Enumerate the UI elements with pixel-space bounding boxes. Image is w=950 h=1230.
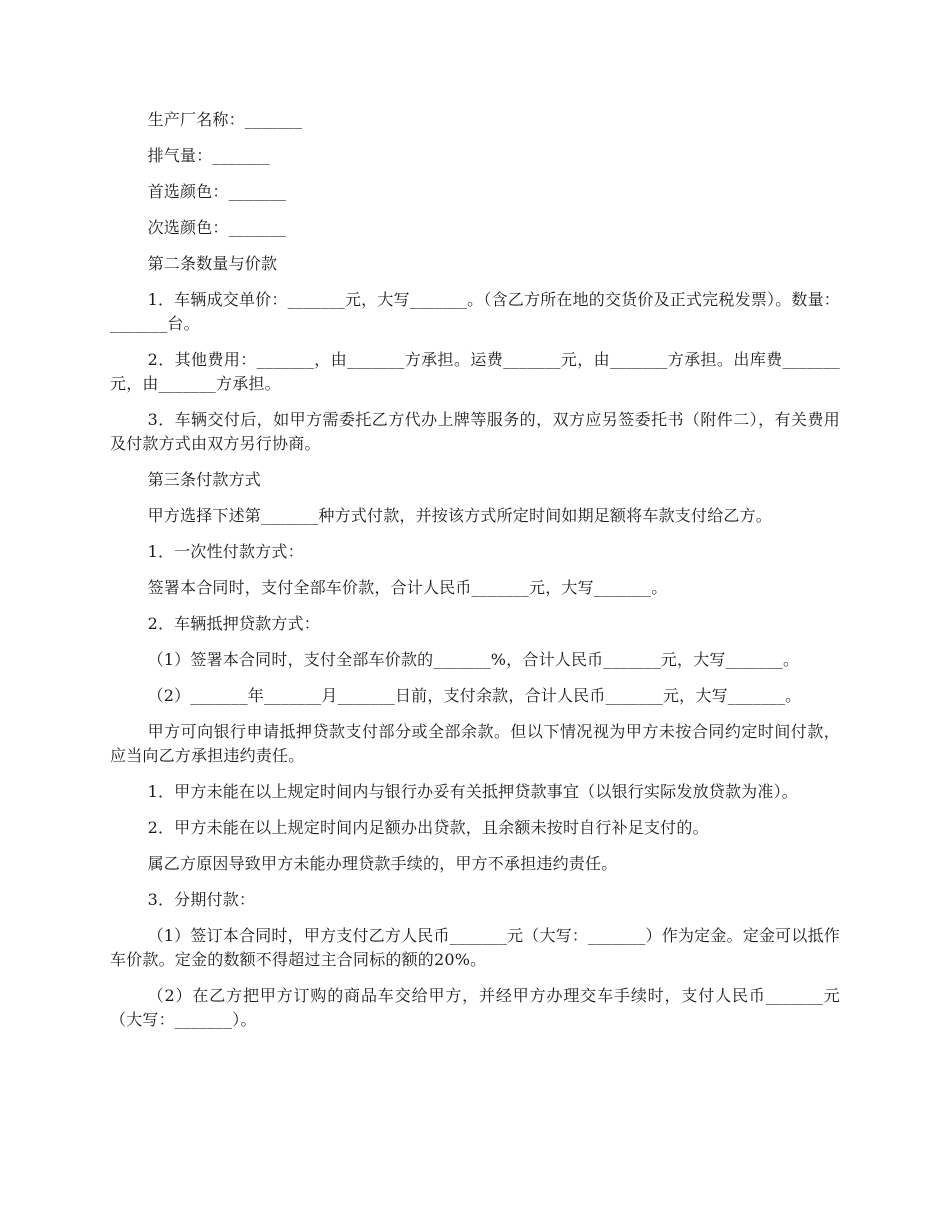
lump-sum-text: 签署本合同时，支付全部车价款，合计人民币_______元，大写_______。 — [147, 578, 668, 597]
article-3-heading: 第三条付款方式 — [147, 470, 261, 489]
lump-sum-heading: 1．一次性付款方式： — [147, 542, 304, 561]
article-2-clause-2: 2．其他费用：_______，由_______方承担。运费_______元，由_______方承担。出库费_______元，由_______方承担。 — [110, 350, 840, 393]
breach-condition-2: 2．甲方未能在以上规定时间内足额办出贷款，且余额未按时自行补足支付的。 — [147, 818, 709, 837]
article-2-clause-3: 3．车辆交付后，如甲方需委托乙方代办上牌等服务的，双方应另签委托书（附件二），有关费用及付款方式由双方另行协商。 — [110, 410, 840, 453]
installment-heading: 3．分期付款： — [147, 890, 256, 909]
manufacturer-name-field: 生产厂名称：_______ — [147, 110, 303, 129]
installment-item-1: （1）签订本合同时，甲方支付乙方人民币_______元（大写：_______）作为定金。定金可以抵作车价款。定金的数额不得超过主合同标的额的20%。 — [110, 926, 840, 969]
mortgage-item-2: （2）_______年_______月_______日前，支付余款，合计人民币_______元，大写_______。 — [147, 686, 802, 705]
article-2-heading: 第二条数量与价款 — [147, 254, 278, 273]
installment-item-2: （2）在乙方把甲方订购的商品车交给甲方，并经甲方办理交车手续时，支付人民币_______元（大写：_______）。 — [110, 986, 840, 1029]
payment-choice-paragraph: 甲方选择下述第_______种方式付款，并按该方式所定时间如期足额将车款支付给乙方。 — [147, 506, 772, 525]
article-2-clause-1: 1．车辆成交单价：_______元，大写_______。（含乙方所在地的交货价及正式完税发票）。数量：_______台。 — [110, 290, 840, 333]
mortgage-item-1: （1）签署本合同时，支付全部车价款的_______%，合计人民币_______元，大写_______。 — [147, 650, 800, 669]
preferred-color-field: 首选颜色：_______ — [147, 182, 286, 201]
secondary-color-field: 次选颜色：_______ — [147, 218, 286, 237]
bank-loan-paragraph: 甲方可向银行申请抵押贷款支付部分或全部余款。但以下情况视为甲方未按合同约定时间付款，应当向乙方承担违约责任。 — [110, 722, 840, 765]
mortgage-loan-heading: 2．车辆抵押贷款方式： — [147, 614, 320, 633]
exemption-paragraph: 属乙方原因导致甲方未能办理贷款手续的，甲方不承担违约责任。 — [147, 854, 618, 873]
displacement-field: 排气量：_______ — [147, 146, 270, 165]
breach-condition-1: 1．甲方未能在以上规定时间内与银行办妥有关抵押贷款事宜（以银行实际发放贷款为准）。 — [147, 782, 798, 801]
